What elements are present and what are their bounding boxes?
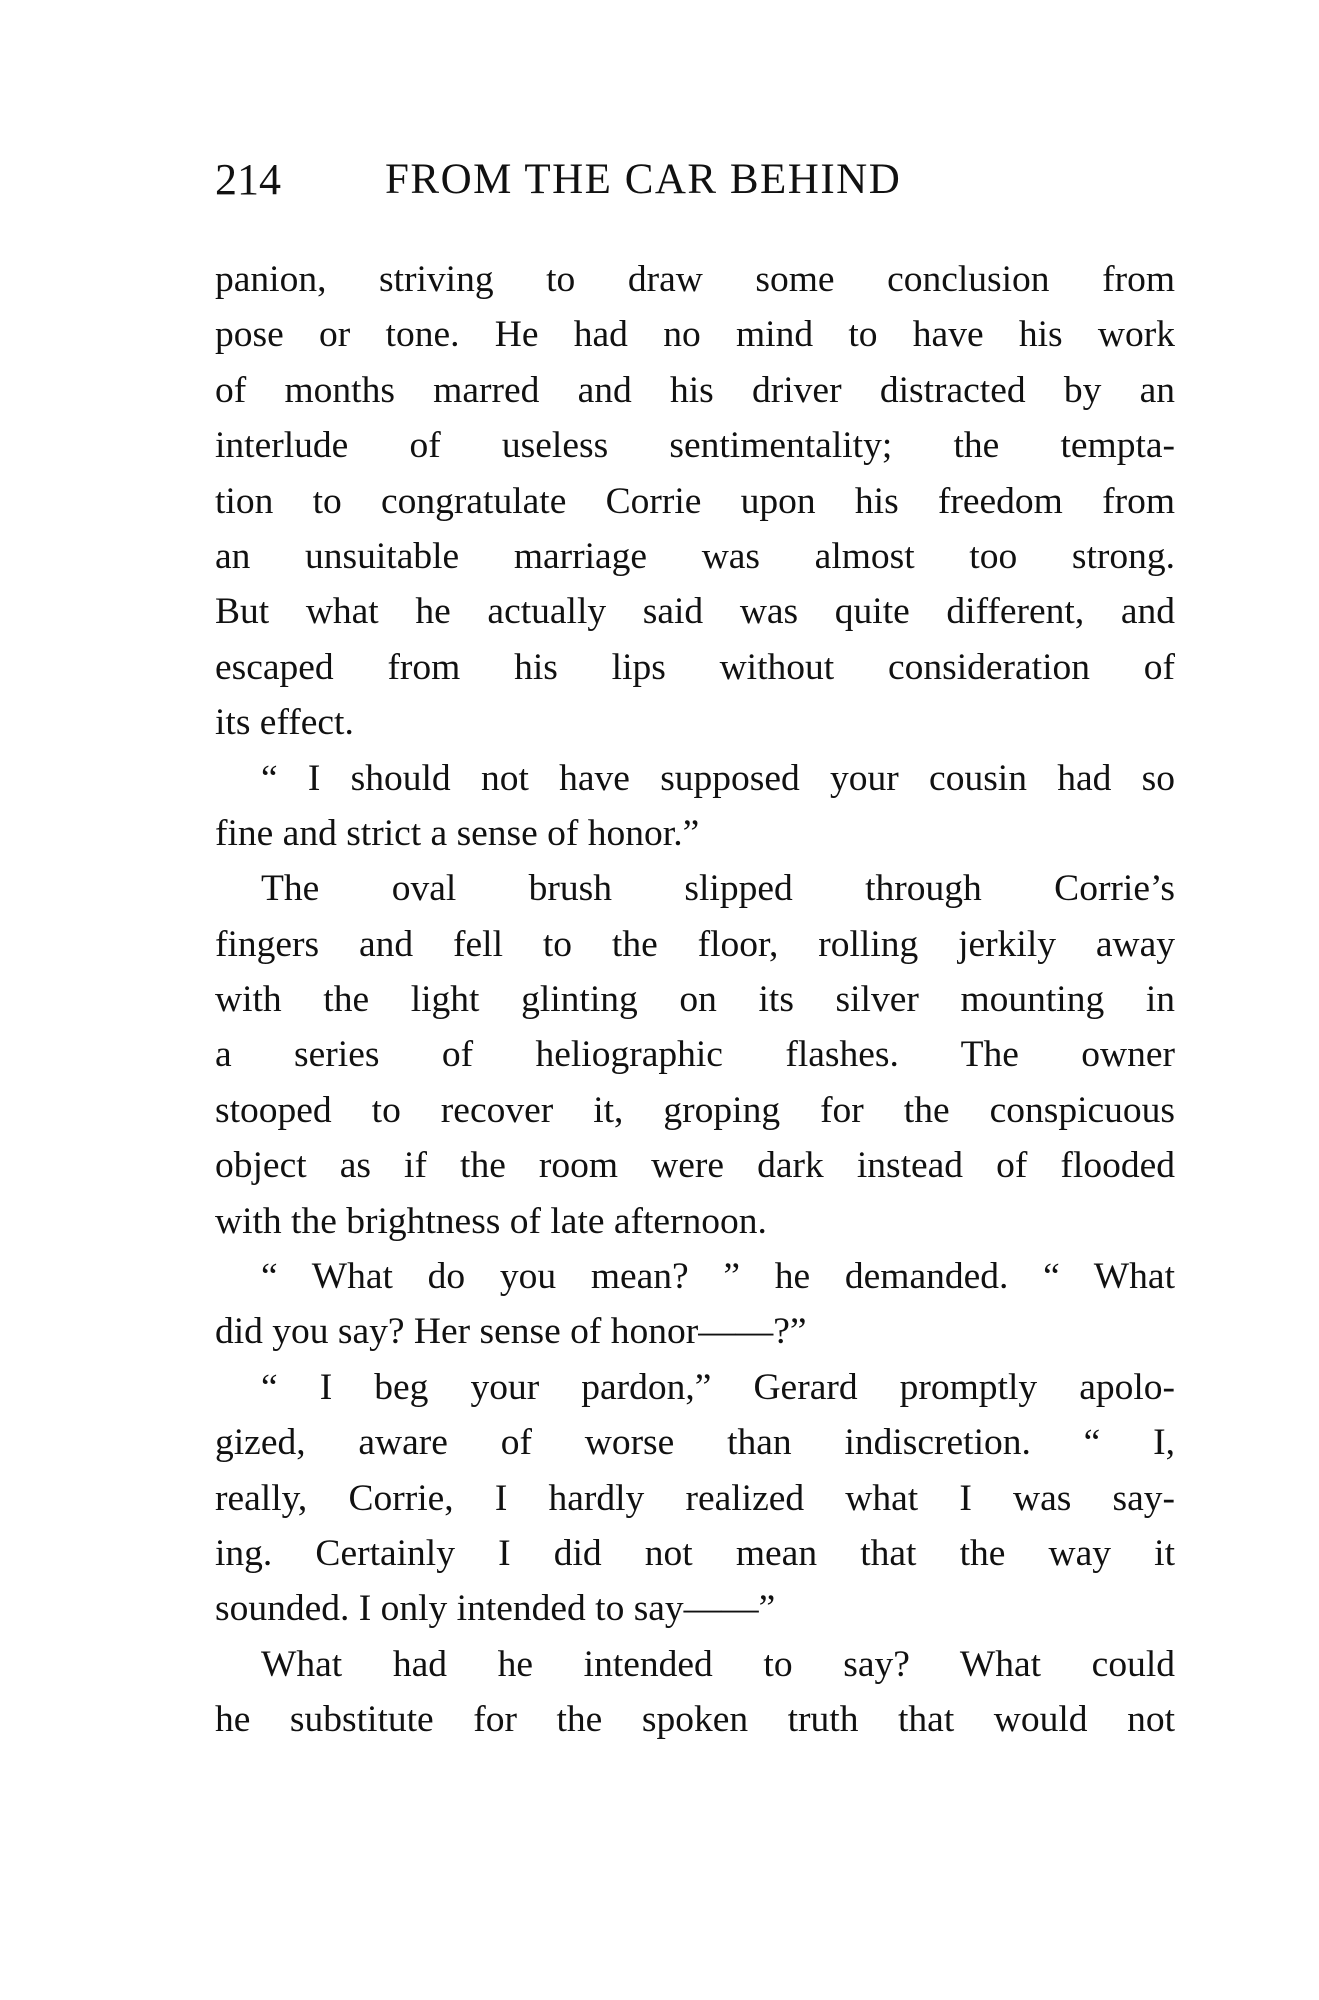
text-line: pose or tone. He had no mind to have his work bbox=[215, 314, 1175, 356]
text-line: panion, striving to draw some conclusion from bbox=[215, 259, 1175, 300]
text-line: “ I beg your pardon,” Gerard promptly apolo- bbox=[261, 1366, 1175, 1408]
text-line: a series of heliographic flashes. The owner bbox=[215, 1034, 1175, 1076]
text-line: ing. Certainly I did not mean that the way it bbox=[215, 1532, 1175, 1574]
text-line: an unsuitable marriage was almost too strong. bbox=[215, 535, 1175, 577]
text-line: stooped to recover it, groping for the conspicuous bbox=[215, 1089, 1175, 1131]
text-line: really, Corrie, I hardly realized what I was say- bbox=[215, 1477, 1175, 1519]
running-title: FROM THE CAR BEHIND bbox=[385, 156, 902, 203]
text-line: its effect. bbox=[215, 702, 354, 744]
text-line: with the brightness of late afternoon. bbox=[215, 1200, 767, 1242]
text-line: fingers and fell to the floor, rolling jerkily away bbox=[215, 923, 1175, 965]
text-line: escaped from his lips without consideration of bbox=[215, 646, 1175, 688]
page-number: 214 bbox=[215, 155, 281, 204]
text-line: did you say? Her sense of honor——?” bbox=[215, 1311, 807, 1353]
text-line: gized, aware of worse than indiscretion. “ I, bbox=[215, 1422, 1175, 1464]
text-line: The oval brush slipped through Corrie’s bbox=[261, 868, 1175, 910]
text-line: tion to congratulate Corrie upon his freedom from bbox=[215, 480, 1175, 522]
text-line: “ What do you mean? ” he demanded. “ What bbox=[261, 1256, 1175, 1298]
text-line: What had he intended to say? What could bbox=[261, 1643, 1175, 1685]
text-line: with the light glinting on its silver mounting in bbox=[215, 979, 1175, 1021]
body-text bbox=[215, 252, 1175, 1748]
text-line: But what he actually said was quite different, and bbox=[215, 591, 1175, 633]
text-line: of months marred and his driver distracted by an bbox=[215, 369, 1175, 411]
text-line: he substitute for the spoken truth that would not bbox=[215, 1699, 1175, 1741]
text-line: sounded. I only intended to say——” bbox=[215, 1588, 776, 1630]
text-line: “ I should not have supposed your cousin had so bbox=[261, 757, 1175, 799]
text-line: fine and strict a sense of honor.” bbox=[215, 812, 700, 854]
text-line: object as if the room were dark instead of flooded bbox=[215, 1145, 1175, 1187]
text-line: interlude of useless sentimentality; the tempta- bbox=[215, 425, 1175, 467]
running-head bbox=[215, 150, 1175, 210]
